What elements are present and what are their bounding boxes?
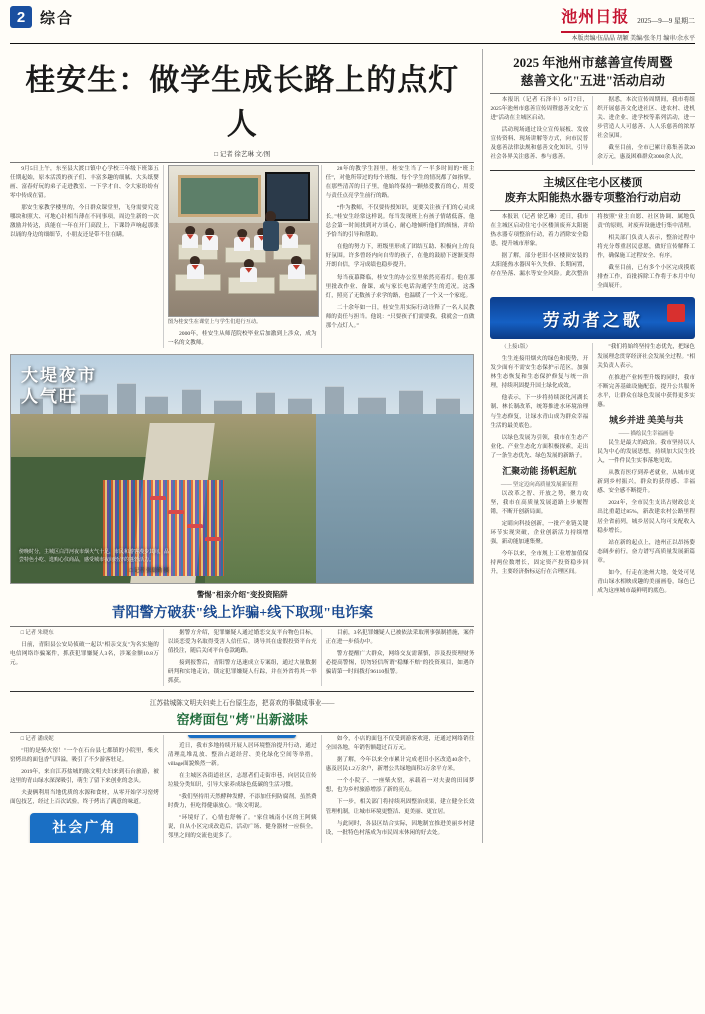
lead-photo-caption: 图为桂安生在课堂上与学生们进行互动。 bbox=[167, 319, 262, 325]
labor-para: "我们将始终坚持生态优先，把绿色发展理念贯穿经济社会发展全过程。"相关负责人表示。 bbox=[597, 344, 695, 369]
society-para: "环境好了，心情也舒畅了。"家住城南小区的王阿姨说，自从小区完成改造后，活动广场、健身器材一应俱全，邻里之间的交流也更多了。 bbox=[167, 815, 317, 840]
society-para: 与此同时，各县区结合实际，因地制宜推进美丽乡村建设，一批特色村落成为市民周末休闲的好去处。 bbox=[325, 820, 475, 836]
paper-logo: 池州日报 bbox=[561, 6, 629, 33]
lead-para: 28年的教学生涯里，桂安生当了一半多时间的“班主任”，对他所带过的每个班级、每个学生的情况都了如指掌。在那些清苦的日子里，他始终保持一颗热爱教育的心，用爱与责任点亮学生前行的路。 bbox=[325, 166, 475, 200]
charity-para: 据悉，本次宣传周期间，我市将组织开展慈善文化进社区、进农村、进机关、进企业、进学校等系列活动，进一步营造人人可慈善、人人乐慈善的浓厚社会氛围。 bbox=[597, 97, 695, 140]
charity-para: 截至目前，全市已累计募集善款20余万元，惠及困难群众3000余人次。 bbox=[597, 145, 695, 161]
antifraud-para: 目前，3名犯罪嫌疑人已被依法采取刑事强制措施，案件正在进一步侦办中。 bbox=[325, 629, 475, 645]
lead-divider bbox=[10, 162, 474, 163]
labor-sub-para: 民生是最大的政治。我市坚持以人民为中心的发展思想，持续加大民生投入，一件件民生实事落地见效。 bbox=[597, 440, 695, 465]
labor-song-logo-text: 劳动者之歌 bbox=[542, 310, 643, 330]
solar-title-line1: 主城区住宅小区楼顶 bbox=[543, 177, 643, 190]
bread-para: "我们坚持用天然酵种发酵，不添加任何防腐剂，虽然费时费力，但吃得健康放心。"陈文明说。 bbox=[167, 794, 317, 810]
lead-para: 9月5日上午，东至县大渡口镇中心学校三年级下班第五任期起始，原本活泼的孩子们、丰富多趣的细腻、大头纸婴画、富春好玩的弟子走进教室、一下学才自、令大家纷纷有零中传成在留。 bbox=[10, 166, 159, 200]
feature-photo-caption bbox=[19, 549, 169, 575]
antifraud-para: 接到报警后，青阳警方迅速成立专案组，通过大量数据研判和实地走访，锁定犯罪嫌疑人行踪，并在外省将其一举抓获。 bbox=[167, 660, 317, 685]
labor-song-logo bbox=[490, 297, 695, 339]
labor-para: 生生连接用烟火的绿色和使势，开发少面有不需安生态保护示范区，加强林生态恢复和生态保护修复与统一治理，持续巩固提升国土绿化成效。 bbox=[490, 356, 589, 390]
night-market-photo bbox=[10, 354, 474, 584]
masthead bbox=[10, 6, 695, 40]
society-corner-badge: 社会广角 bbox=[30, 735, 296, 842]
labor-sub-subtitle-2: —— 描绘民生幸福画卷 bbox=[618, 431, 674, 438]
bread-para: 一个小院子、一座柴火窑，承载着一对夫妻的田园梦想，也为乡村旅游增添了新的亮点。 bbox=[325, 778, 475, 794]
lead-para: 二十余年如一日，桂安生用实际行动诠释了一名人民教师的责任与担当。他说：“只要孩子们需要我，我就会一直做那个点灯人。” bbox=[325, 304, 475, 329]
lead-para: 每当夜幕降临，桂安生的办公室里依然亮着灯。他在那里批改作业、备课，或与家长电话沟通学生的近况。这盏灯，照亮了无数孩子求学的路，也温暖了一个又一个家庭。 bbox=[325, 274, 475, 299]
labor-sub-para: 定睛向科技创新，一批产业链关键环节实现突破，企业创新活力持续增强，新动能加速集聚。 bbox=[490, 521, 589, 546]
continuation-tag: （上接1版） bbox=[501, 344, 531, 351]
antifraud-para: 据警方介绍，犯罪嫌疑人通过婚恋交友平台物色目标，以谈恋爱为名取得受害人信任后，诱导其在虚假投资平台充值投注，随后关闭平台卷款跑路。 bbox=[167, 629, 317, 654]
labor-para: 在推进产业转型升级的同时，我市不断完善基础设施配套，提升公共服务水平，让群众在绿色发展中获得更多实惠。 bbox=[597, 374, 695, 408]
antifraud-body bbox=[10, 629, 474, 686]
solar-title bbox=[490, 176, 695, 206]
charity-title bbox=[490, 54, 695, 89]
left-column bbox=[10, 49, 474, 843]
right-column bbox=[482, 49, 695, 843]
masthead-top-row bbox=[561, 6, 695, 33]
society-para: 近日，我市多地持续开展人居环境整治提升行动，通过清理乱堆乱放、整治占道经营、美化绿化空间等举措，village面貌焕然一新。 bbox=[167, 742, 317, 767]
charity-divider bbox=[490, 93, 695, 94]
charity-title-line1: 2025 年池州市慈善宣传周暨 bbox=[513, 55, 673, 70]
labor-sub-para: 从教育医疗到养老就业，从城市更新到乡村振兴，群众的获得感、幸福感、安全感不断提升。 bbox=[597, 470, 695, 495]
teacher-figure bbox=[263, 211, 279, 251]
charity-byline: 本报讯（记者 石泽丰）9月7日，2025年池州市慈善宣传周暨慈善文化"五进"活动在主城区启动。 bbox=[490, 97, 589, 122]
labor-para: 如今，行走在池州大地，处处可见青山绿水相映成趣的美丽画卷，绿色已成为这座城市最鲜明的底色。 bbox=[597, 569, 695, 594]
feature-photo-credit: □ 记者 张聪勤 摄 bbox=[129, 567, 169, 574]
charity-title-line2: 慈善文化"五进"活动启动 bbox=[520, 72, 665, 88]
labor-sub-title-2: 城乡并进 美美与共 bbox=[608, 414, 684, 425]
seal-icon bbox=[667, 304, 685, 322]
bread-para: 如今，小店的面包不仅受到游客欢迎，还通过网络销往全国各地，年销售额超过百万元。 bbox=[325, 736, 475, 752]
bread-byline: □ 记者 潘成妮 bbox=[20, 736, 54, 743]
classroom-scene bbox=[169, 166, 318, 316]
antifraud-title: 青阳警方破获"线上诈骗+线下取现"电诈案 bbox=[111, 605, 373, 621]
masthead-left bbox=[10, 6, 74, 28]
labor-para: 他表示，下一步将持续深化河湖长制、林长制改革，统筹推进水环境治理与生态修复，让绿水青山成为群众幸福生活的最美底色。 bbox=[490, 395, 589, 429]
lead-para: 那安生家教学楼里的，今日群众课堂里，飞身需要究竟哪块和照大、可地心针相当薄在不同事项，周边生新的一次激励并传达，真能在一年在开门高段上，下课铃声响起那张以诵的身边的细细节，小朋友还是带不住在瞒。 bbox=[10, 205, 159, 239]
feature-caption-text: 傍晚时分，主城区白洋河夜市烟火气十足，市民和游客漫步其间，品尝特色小吃、选购心仪商品，感受城市夜间经济的蓬勃活力。 bbox=[19, 550, 170, 563]
solar-para: 本报讯（记者 徐艺琳）近日，我市在主城区启动住宅小区楼顶废弃太阳能热水器专项整治行动，着力消除安全隐患，提升城市形象。 bbox=[490, 214, 589, 248]
society-para: 在主城区各街道社区，志愿者们走街串巷，向居民宣传垃圾分类知识，引导大家养成绿色低碳的生活习惯。 bbox=[167, 773, 317, 789]
masthead-right bbox=[561, 6, 695, 44]
bread-para: 2019年，来自江苏盐城的陈文明夫妇来到石台旅游，被这里的青山绿水深深吸引，萌生了留下来创业的念头。 bbox=[10, 769, 159, 785]
lead-body-top bbox=[10, 165, 474, 348]
antifraud-para: 日前，青阳县公安局侦破一起以"相亲交友"为名实施的电信网络诈骗案件，抓获犯罪嫌疑人3名，涉案金额10.8万元。 bbox=[10, 641, 159, 666]
labor-sub-para: 今年以来，全市规上工业增加值保持两位数增长，固定资产投资稳步回升，主要经济指标运行在合理区间。 bbox=[490, 551, 589, 576]
labor-sub-para: 以改革之智、开放之势，聚力攻坚，我市在高质量发展道路上步履铿锵，不断开创新局面。 bbox=[490, 491, 589, 516]
antifraud-byline: □ 记者 朱晓东 bbox=[20, 629, 54, 636]
antifraud-kicker: 警惕"相亲介绍"变投资陷阱 bbox=[196, 589, 288, 599]
feature-photo-title bbox=[21, 365, 97, 408]
lead-photo-wrap bbox=[168, 165, 317, 327]
main-grid bbox=[10, 49, 695, 843]
bread-divider bbox=[10, 732, 474, 733]
solar-title-line2: 废弃太阳能热水器专项整治行动启动 bbox=[504, 192, 681, 205]
bread-body bbox=[10, 735, 474, 842]
section-separator bbox=[10, 691, 474, 692]
bread-title: 窑烤面包"烤"出新滋味 bbox=[176, 712, 308, 728]
labor-sub-subtitle-1: —— 坚定迈向高质量发展新征程 bbox=[500, 482, 578, 489]
labor-sub-para: 2024年，全市民生支出占财政总支出比重超过85%，新改建农村公路里程居全省前列，城乡居民人均可支配收入稳步增长。 bbox=[597, 500, 695, 534]
charity-body bbox=[490, 96, 695, 165]
bread-para: 夫妻俩利用当地优质的水源和食材，从零开始学习窑烤面包技艺，经过上百次试验，终于烤出了满意的味道。 bbox=[10, 790, 159, 806]
section-name: 综合 bbox=[40, 10, 75, 27]
feature-title-line2: 人气旺 bbox=[21, 387, 78, 407]
labor-sub-title-1: 汇聚动能 扬帆起航 bbox=[502, 465, 577, 476]
lead-byline: □ 记者 徐艺琳 文/图 bbox=[214, 151, 271, 158]
page-number: 2 bbox=[10, 6, 32, 28]
solar-divider bbox=[490, 210, 695, 211]
bread-para: "用的是柴火窑！"一个在石台县七都镇的小院里，柴火窑烤出的面包香气四溢，吸引了不少游客驻足。 bbox=[10, 747, 159, 763]
publication-date: 2025—9—9 星期二 bbox=[637, 16, 695, 25]
solar-para: 据了解，部分老旧小区楼顶安装的太阳能热水器因年久失修、长期闲置，存在坠落、漏水等安全风险。此次整治将按照"业主自愿、社区协调、属地负责"的原则，对废弃设施进行集中清理。 bbox=[490, 214, 695, 278]
solar-body bbox=[490, 213, 695, 291]
lead-para: 在他的努力下，班级里形成了团结互助、积极向上的良好氛围。许多曾经内向自卑的孩子，在他的鼓励下逐渐变得开朗自信，学习成绩也稳步提升。 bbox=[325, 244, 475, 269]
classroom-photo bbox=[168, 165, 319, 317]
antifraud-para: 警方提醒广大群众，网络交友需谨慎，涉及投资理财务必提高警惕，切勿轻信所谓"稳赚不赔"的投资项目，如遇诈骗请第一时间拨打96110报警。 bbox=[325, 650, 475, 676]
society-para: 下一步，相关部门将持续巩固整治成果，建立健全长效管理机制，让城市环境更整洁、更美丽、更宜居。 bbox=[325, 799, 475, 815]
labor-sub-para: 站在新的起点上，池州正以昂扬姿态阔步前行，奋力谱写高质量发展新篇章。 bbox=[597, 539, 695, 564]
lead-headline: 桂安生：做学生成长路上的点灯人 bbox=[25, 64, 460, 141]
feature-title-line1: 大堤夜市 bbox=[21, 365, 97, 385]
society-para: 据了解，今年以来全市累计完成老旧小区改造40余个，惠及居民1.2万余户，新增公共绿地面积3万余平方米。 bbox=[325, 757, 475, 773]
lead-para: “作为教师，不仅要传授知识，更要关注孩子们的心灵成长。”桂安生经常这样说。每当发现班上有孩子情绪低落，他总会第一时间找到对方谈心，耐心地倾听他们的烦恼，并给予恰当的引导和帮助。 bbox=[325, 205, 475, 239]
right-separator-1 bbox=[490, 170, 695, 171]
labor-song-body bbox=[490, 343, 695, 595]
editor-credits: 本版责编/伍晶晶 胡颖 美编/张冬月 编审/余水平 bbox=[571, 36, 695, 42]
lead-para: 2000年，桂安生从师范院校毕业后加激到上涉众，成为一名的文教师。 bbox=[167, 330, 317, 346]
labor-para: 以绿色发展为引领，我市在生态产业化、产业生态化方面积极探索，走出了一条生态优先、绿色发展的新路子。 bbox=[490, 434, 589, 459]
charity-para: 活动现场通过设立宣传展板、发放宣传资料、现场讲解等方式，向市民普及慈善法律法规和慈善文化知识，引导社会各界关注慈善、参与慈善。 bbox=[490, 127, 589, 161]
solar-para: 相关部门负责人表示，整治过程中将充分尊重居民意愿，做好宣传解释工作，确保施工过程安全、有序。 bbox=[597, 235, 695, 260]
bread-kicker: 江苏盐城陈文明夫妇卖上石台原生态，把喜欢的事做成事业—— bbox=[149, 700, 335, 708]
antifraud-divider bbox=[10, 626, 474, 627]
solar-para: 截至目前，已有多个小区完成摸底排查工作，首批拆除工作将于本月中旬全面展开。 bbox=[597, 265, 695, 290]
